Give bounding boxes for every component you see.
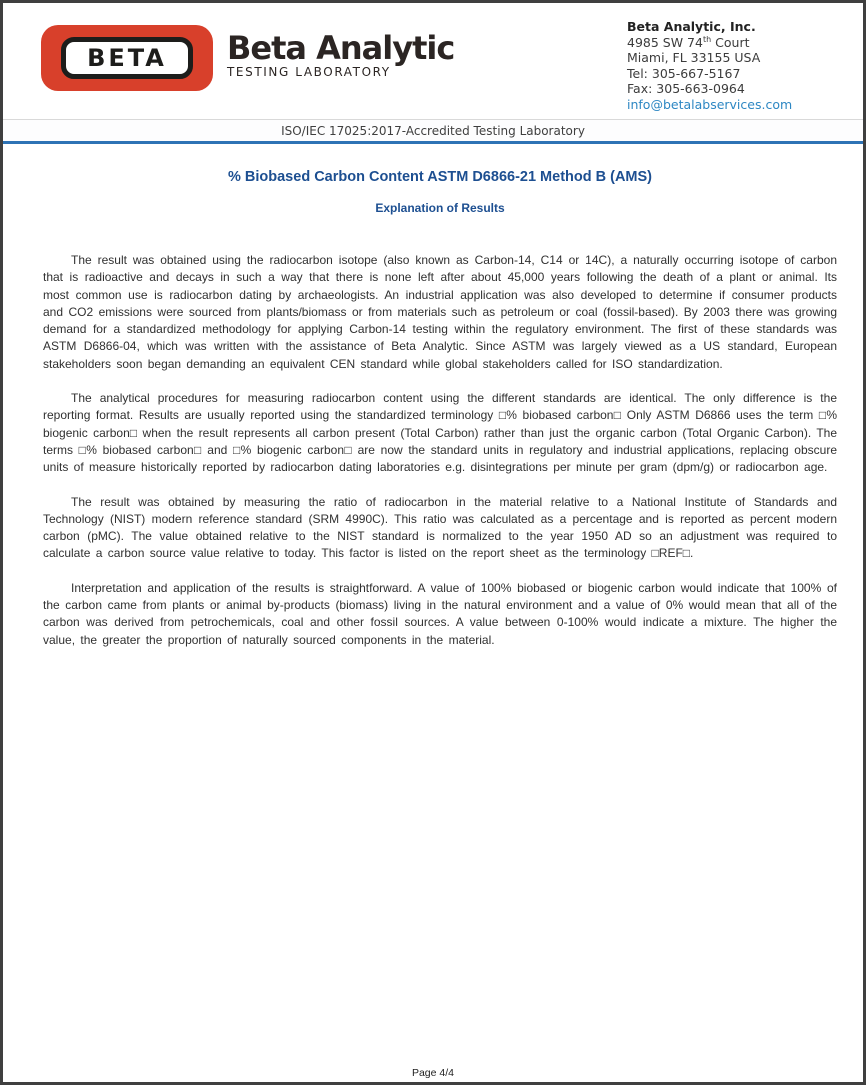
contact-street-number: 4985 SW 74 xyxy=(627,34,703,50)
beta-analytic-logo xyxy=(41,25,454,91)
contact-street xyxy=(627,35,827,51)
logo-wordmark xyxy=(227,31,454,79)
explanation-text xyxy=(43,252,837,649)
beta-logo-badge-text: BETA xyxy=(61,37,193,79)
contact-fax: Fax: 305-663-0964 xyxy=(627,81,745,96)
paragraph-2: The analytical procedures for measuring radiocarbon content using the different standards are identical. The only difference is the reporting format. Results are usually reported using the standardized terminology □% biobased carbon□ Only ASTM D6866 uses the term □% biogenic carbon□ when the result represents all carbon present (Total Carbon) rather than just the organic carbon (Total Organic Carbon). The terms □% biobased carbon□ and □% biogenic carbon□ are now the standard units in regulatory and industrial applications, replacing obscure units of measure historically reported by radiocarbon dating laboratories e.g. disintegrations per minute per gram (dpm/g) or radiocarbon age. xyxy=(43,391,837,475)
contact-street-rest: Court xyxy=(711,34,750,50)
document-title: % Biobased Carbon Content ASTM D6866-21 Method B (AMS) xyxy=(227,169,653,185)
page-number: Page 4/4 xyxy=(411,1067,455,1079)
contact-block xyxy=(627,19,827,112)
contact-company: Beta Analytic, Inc. xyxy=(627,19,756,34)
document-body xyxy=(3,144,863,1082)
contact-street-ordinal: th xyxy=(702,34,712,44)
page-header xyxy=(3,3,863,119)
document-subtitle: Explanation of Results xyxy=(375,201,505,215)
logo-tagline: TESTING LABORATORY xyxy=(227,65,391,79)
logo-company-name: Beta Analytic xyxy=(227,29,455,67)
contact-city: Miami, FL 33155 USA xyxy=(627,50,761,65)
paragraph-4: Interpretation and application of the results is straightforward. A value of 100% biobased or biogenic carbon would indicate that 100% of the carbon came from plants or animal by-products (biomass) living in the natural environment and a value of 0% would mean that all of the carbon was derived from petrochemicals, coal and other fossil sources. A value between 0-100% would indicate a mixture. The higher the value, the greater the proportion of naturally sourced components in the material. xyxy=(43,580,837,647)
accreditation-bar: ISO/IEC 17025:2017-Accredited Testing Laboratory xyxy=(3,119,863,144)
beta-logo-badge xyxy=(41,25,213,91)
contact-email-link[interactable]: info@betalabservices.com xyxy=(627,96,793,112)
paragraph-3: The result was obtained by measuring the ratio of radiocarbon in the material relative to a National Institute of Standards and Technology (NIST) modern reference standard (SRM 4990C). This ratio was calculated as a percentage and is reported as percent modern carbon (pMC). The value obtained relative to the NIST standard is normalized to the year 1950 AD so an adjustment was required to calculate a carbon source value relative to today. This factor is listed on the report sheet as the terminology □REF□. xyxy=(43,494,837,561)
contact-tel: Tel: 305-667-5167 xyxy=(627,65,741,81)
paragraph-1: The result was obtained using the radiocarbon isotope (also known as Carbon-14, C14 or 14C), a naturally occurring isotope of carbon that is radioactive and decays in such a way that there is none left after about 45,000 years following the death of a plant or animal. Its most common use is radiocarbon dating by archaeologists. An industrial application was also developed to determine if consumer products and CO2 emissions were sourced from plants/biomass or from materials such as petroleum or coal (fossil-based). By 2003 there was growing demand for a standardized methodology for applying Carbon-14 testing within the regulatory environment. The first of these standards was ASTM D6866-04, which was written with the assistance of Beta Analytic. Since ASTM was largely viewed as a US standard, European stakeholders soon began demanding an equivalent CEN standard while global stakeholders called for ISO standardization. xyxy=(43,253,837,371)
